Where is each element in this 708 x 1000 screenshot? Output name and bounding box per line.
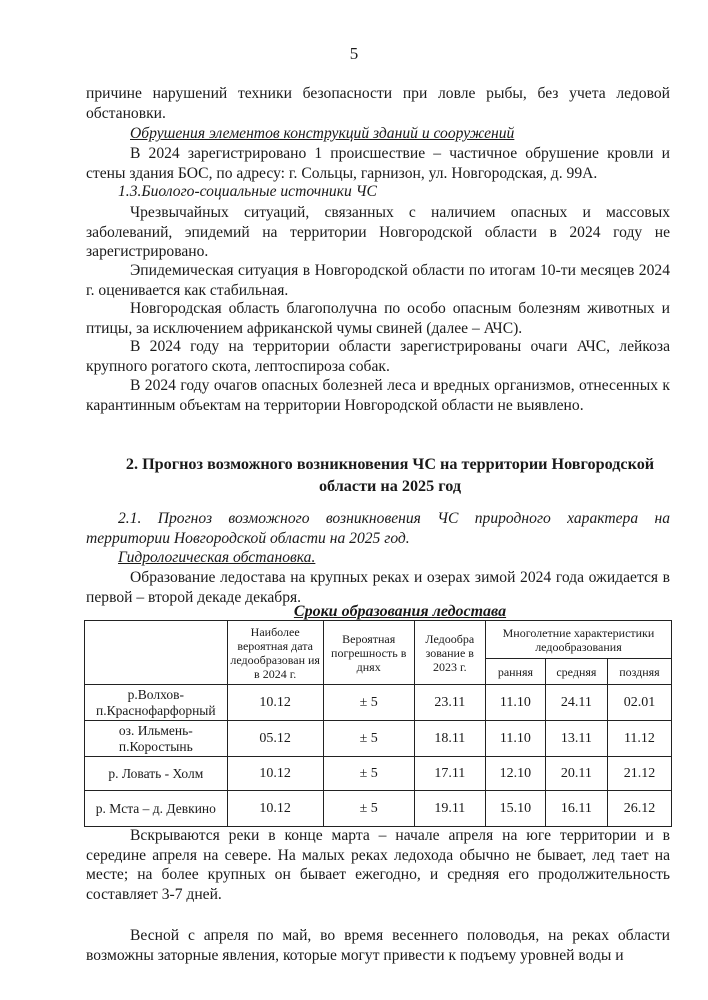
cell-error: ± 5 [323, 791, 414, 827]
page-number: 5 [349, 44, 359, 63]
paragraph: Весной с апреля по май, во время весеннего половодья, на реках области возможны заторные явления, которые могут привести к подъему уровней воды и [86, 927, 670, 964]
paragraph: Чрезвычайных ситуаций, связанных с наличием опасных и массовых заболеваний, эпидемий на территории Новгородской области в 2024 году не зарегистрировано. [86, 204, 670, 261]
hydrology-heading: Гидрологическая обстановка. [118, 549, 316, 566]
cell-late: 02.01 [607, 685, 671, 721]
subsection-heading: 2.1. Прогноз возможного возникновения ЧС природного характера на территории Новгородской области на 2025 год. [86, 510, 670, 547]
paragraph: Новгородская область благополучна по особо опасным болезням животных и птицы, за исключением африканской чумы свиней (далее – АЧС). [86, 300, 670, 337]
cell-late: 21.12 [607, 757, 671, 791]
paragraph: причине нарушений техники безопасности при ловле рыбы, без учета ледовой обстановки. [86, 85, 670, 122]
cell-place: р.Волхов-п.Краснофарфорный [85, 685, 228, 721]
paragraph: Эпидемическая ситуация в Новгородской области по итогам 10-ти месяцев 2024 г. оценивается как стабильная. [86, 262, 670, 299]
header-early: ранняя [485, 659, 545, 685]
paragraph: Образование ледостава на крупных реках и озерах зимой 2024 года ожидается в первой – второй декаде декабря. [86, 569, 670, 606]
cell-date-2024: 10.12 [227, 685, 323, 721]
header-mid: средняя [545, 659, 607, 685]
paragraph: Вскрываются реки в конце марта – начале апреля на юге территории и в середине апреля на севере. На малых реках ледохода обычно не бывает, лед тает на месте; на более крупных он бывает ежегодно, и средняя его продолжительность составляет 3-7 дней. [86, 827, 670, 903]
paragraph: В 2024 году на территории области зарегистрированы очаги АЧС, лейкоза крупного рогатого скота, лептоспироза собак. [86, 338, 670, 375]
table-row [85, 721, 672, 757]
cell-late: 26.12 [607, 791, 671, 827]
cell-mid: 20.11 [545, 757, 607, 791]
table-row [85, 791, 672, 827]
cell-early: 11.10 [485, 685, 545, 721]
paragraph: В 2024 зарегистрировано 1 происшествие – частичное обрушение кровли и стены здания БОС, по адресу: г. Сольцы, гарнизон, ул. Новгородская, д. 99А. [86, 145, 670, 182]
cell-place: р. Ловать - Холм [85, 757, 228, 791]
cell-date-2024: 05.12 [227, 721, 323, 757]
section-title: 2. Прогноз возможного возникновения ЧС на территории Новгородской области на 2025 год [125, 455, 655, 495]
cell-mid: 16.11 [545, 791, 607, 827]
cell-place: р. Мста – д. Девкино [85, 791, 228, 827]
paragraph: В 2024 году очагов опасных болезней леса и вредных организмов, отнесенных к карантинным объектам на территории Новгородской области не выявлено. [86, 377, 670, 414]
cell-early: 11.10 [485, 721, 545, 757]
cell-date-2024: 10.12 [227, 791, 323, 827]
header-late: поздняя [607, 659, 671, 685]
header-date-2024: Наиболее вероятная дата ледообразован ия в 2024 г. [227, 621, 323, 685]
ice-formation-table [84, 620, 672, 827]
header-longterm: Многолетние характеристики ледообразования [485, 621, 671, 659]
table-row [85, 757, 672, 791]
header-place [85, 621, 228, 685]
header-error: Вероятная погрешность в днях [323, 621, 414, 685]
cell-mid: 13.11 [545, 721, 607, 757]
cell-place: оз. Ильмень-п.Коростынь [85, 721, 228, 757]
cell-2023: 17.11 [414, 757, 485, 791]
cell-date-2024: 10.12 [227, 757, 323, 791]
cell-error: ± 5 [323, 757, 414, 791]
cell-error: ± 5 [323, 721, 414, 757]
cell-2023: 19.11 [414, 791, 485, 827]
subsection-heading: Обрушения элементов конструкций зданий и сооружений [130, 125, 515, 142]
table-caption: Сроки образования ледостава [293, 603, 507, 620]
cell-mid: 24.11 [545, 685, 607, 721]
cell-error: ± 5 [323, 685, 414, 721]
cell-2023: 18.11 [414, 721, 485, 757]
table-row [85, 685, 672, 721]
cell-2023: 23.11 [414, 685, 485, 721]
cell-late: 11.12 [607, 721, 671, 757]
header-2023: Ледообра зование в 2023 г. [414, 621, 485, 685]
cell-early: 15.10 [485, 791, 545, 827]
cell-early: 12.10 [485, 757, 545, 791]
subsection-heading: 1.3.Биолого-социальные источники ЧС [118, 183, 377, 200]
